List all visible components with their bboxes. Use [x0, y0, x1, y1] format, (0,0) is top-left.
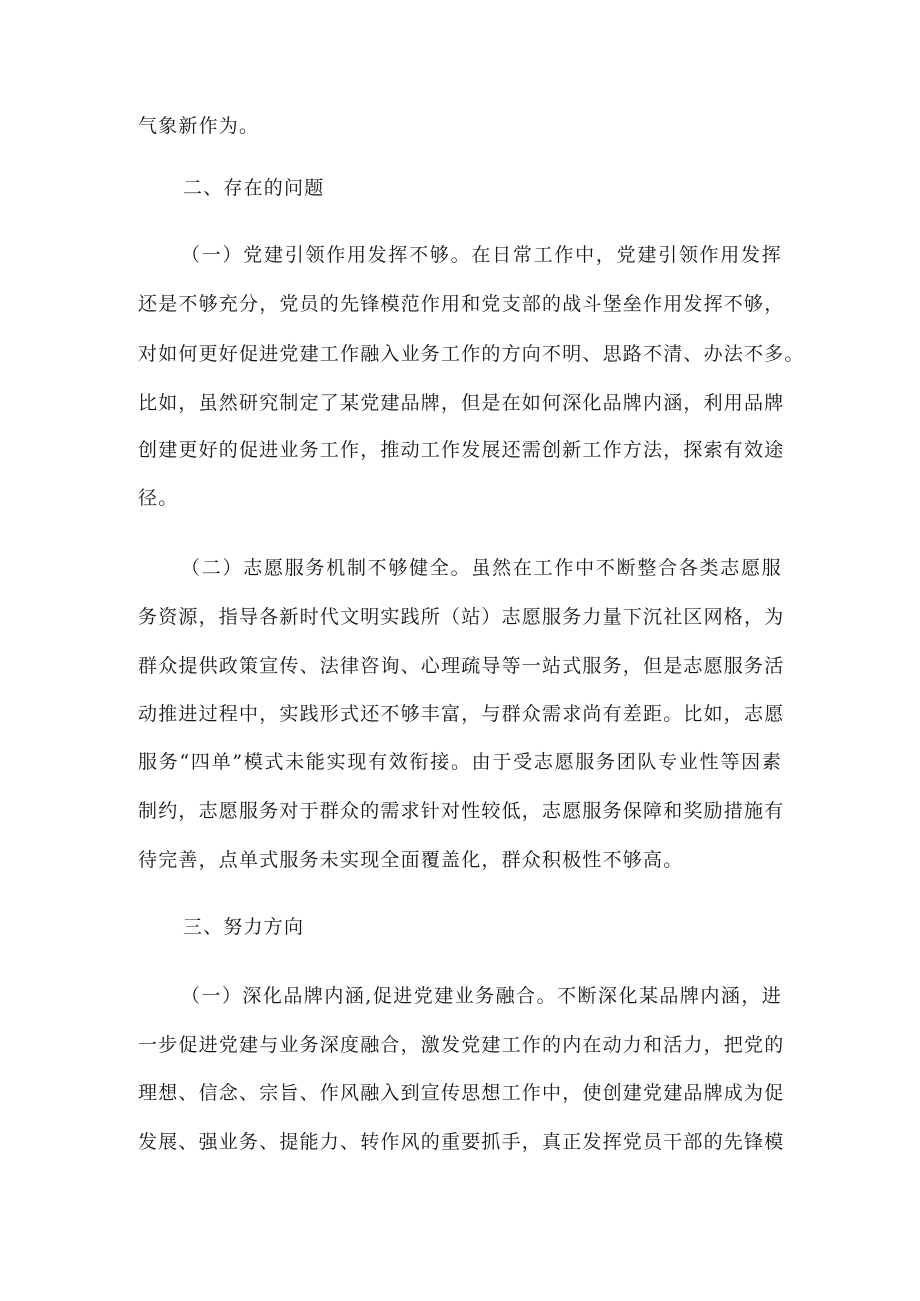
paragraph-line: 务资源，指导各新时代文明实践所（站）志愿服务力量下沉社区网格，为 — [138, 606, 785, 628]
paragraph-line: 发展、强业务、提能力、转作风的重要抓手，真正发挥党员干部的先锋模 — [138, 1131, 785, 1153]
paragraph-line: （一）深化品牌内涵,促进党建业务融合。不断深化某品牌内涵，进 — [181, 985, 782, 1007]
paragraph-line: 动推进过程中，实践形式还不够丰富，与群众需求尚有差距。比如，志愿 — [138, 703, 785, 725]
paragraph-line: 气象新作为。 — [138, 115, 260, 137]
paragraph-line: 群众提供政策宣传、法律咨询、心理疏导等一站式服务，但是志愿服务活 — [138, 655, 785, 677]
paragraph-line: 待完善，点单式服务未实现全面覆盖化，群众积极性不够高。 — [138, 849, 684, 871]
paragraph-line: 理想、信念、宗旨、作风融入到宣传思想工作中，使创建党建品牌成为促 — [138, 1082, 785, 1104]
paragraph-line: 一步促进党建与业务深度融合，激发党建工作的内在动力和活力，把党的 — [138, 1034, 785, 1056]
paragraph-line: 比如，虽然研究制定了某党建品牌，但是在如何深化品牌内涵，利用品牌 — [138, 392, 785, 414]
section-heading-problems: 二、存在的问题 — [183, 177, 325, 199]
paragraph-line: （一）党建引领作用发挥不够。在日常工作中，党建引领作用发挥 — [181, 244, 782, 266]
section-heading-direction: 三、努力方向 — [183, 916, 305, 938]
paragraph-line: 服务“四单”模式未能实现有效衔接。由于受志愿服务团队专业性等因素 — [138, 751, 782, 773]
paragraph-line: 还是不够充分，党员的先锋模范作用和党支部的战斗堡垒作用发挥不够， — [138, 293, 785, 315]
paragraph-line: 对如何更好促进党建工作融入业务工作的方向不明、思路不清、办法不多。 — [138, 343, 805, 365]
paragraph-line: 径。 — [138, 487, 179, 509]
paragraph-line: （二）志愿服务机制不够健全。虽然在工作中不断整合各类志愿服 — [181, 557, 782, 579]
paragraph-line: 制约，志愿服务对于群众的需求针对性较低，志愿服务保障和奖励措施有 — [138, 800, 785, 822]
paragraph-line: 创建更好的促进业务工作，推动工作发展还需创新工作方法，探索有效途 — [138, 439, 785, 461]
